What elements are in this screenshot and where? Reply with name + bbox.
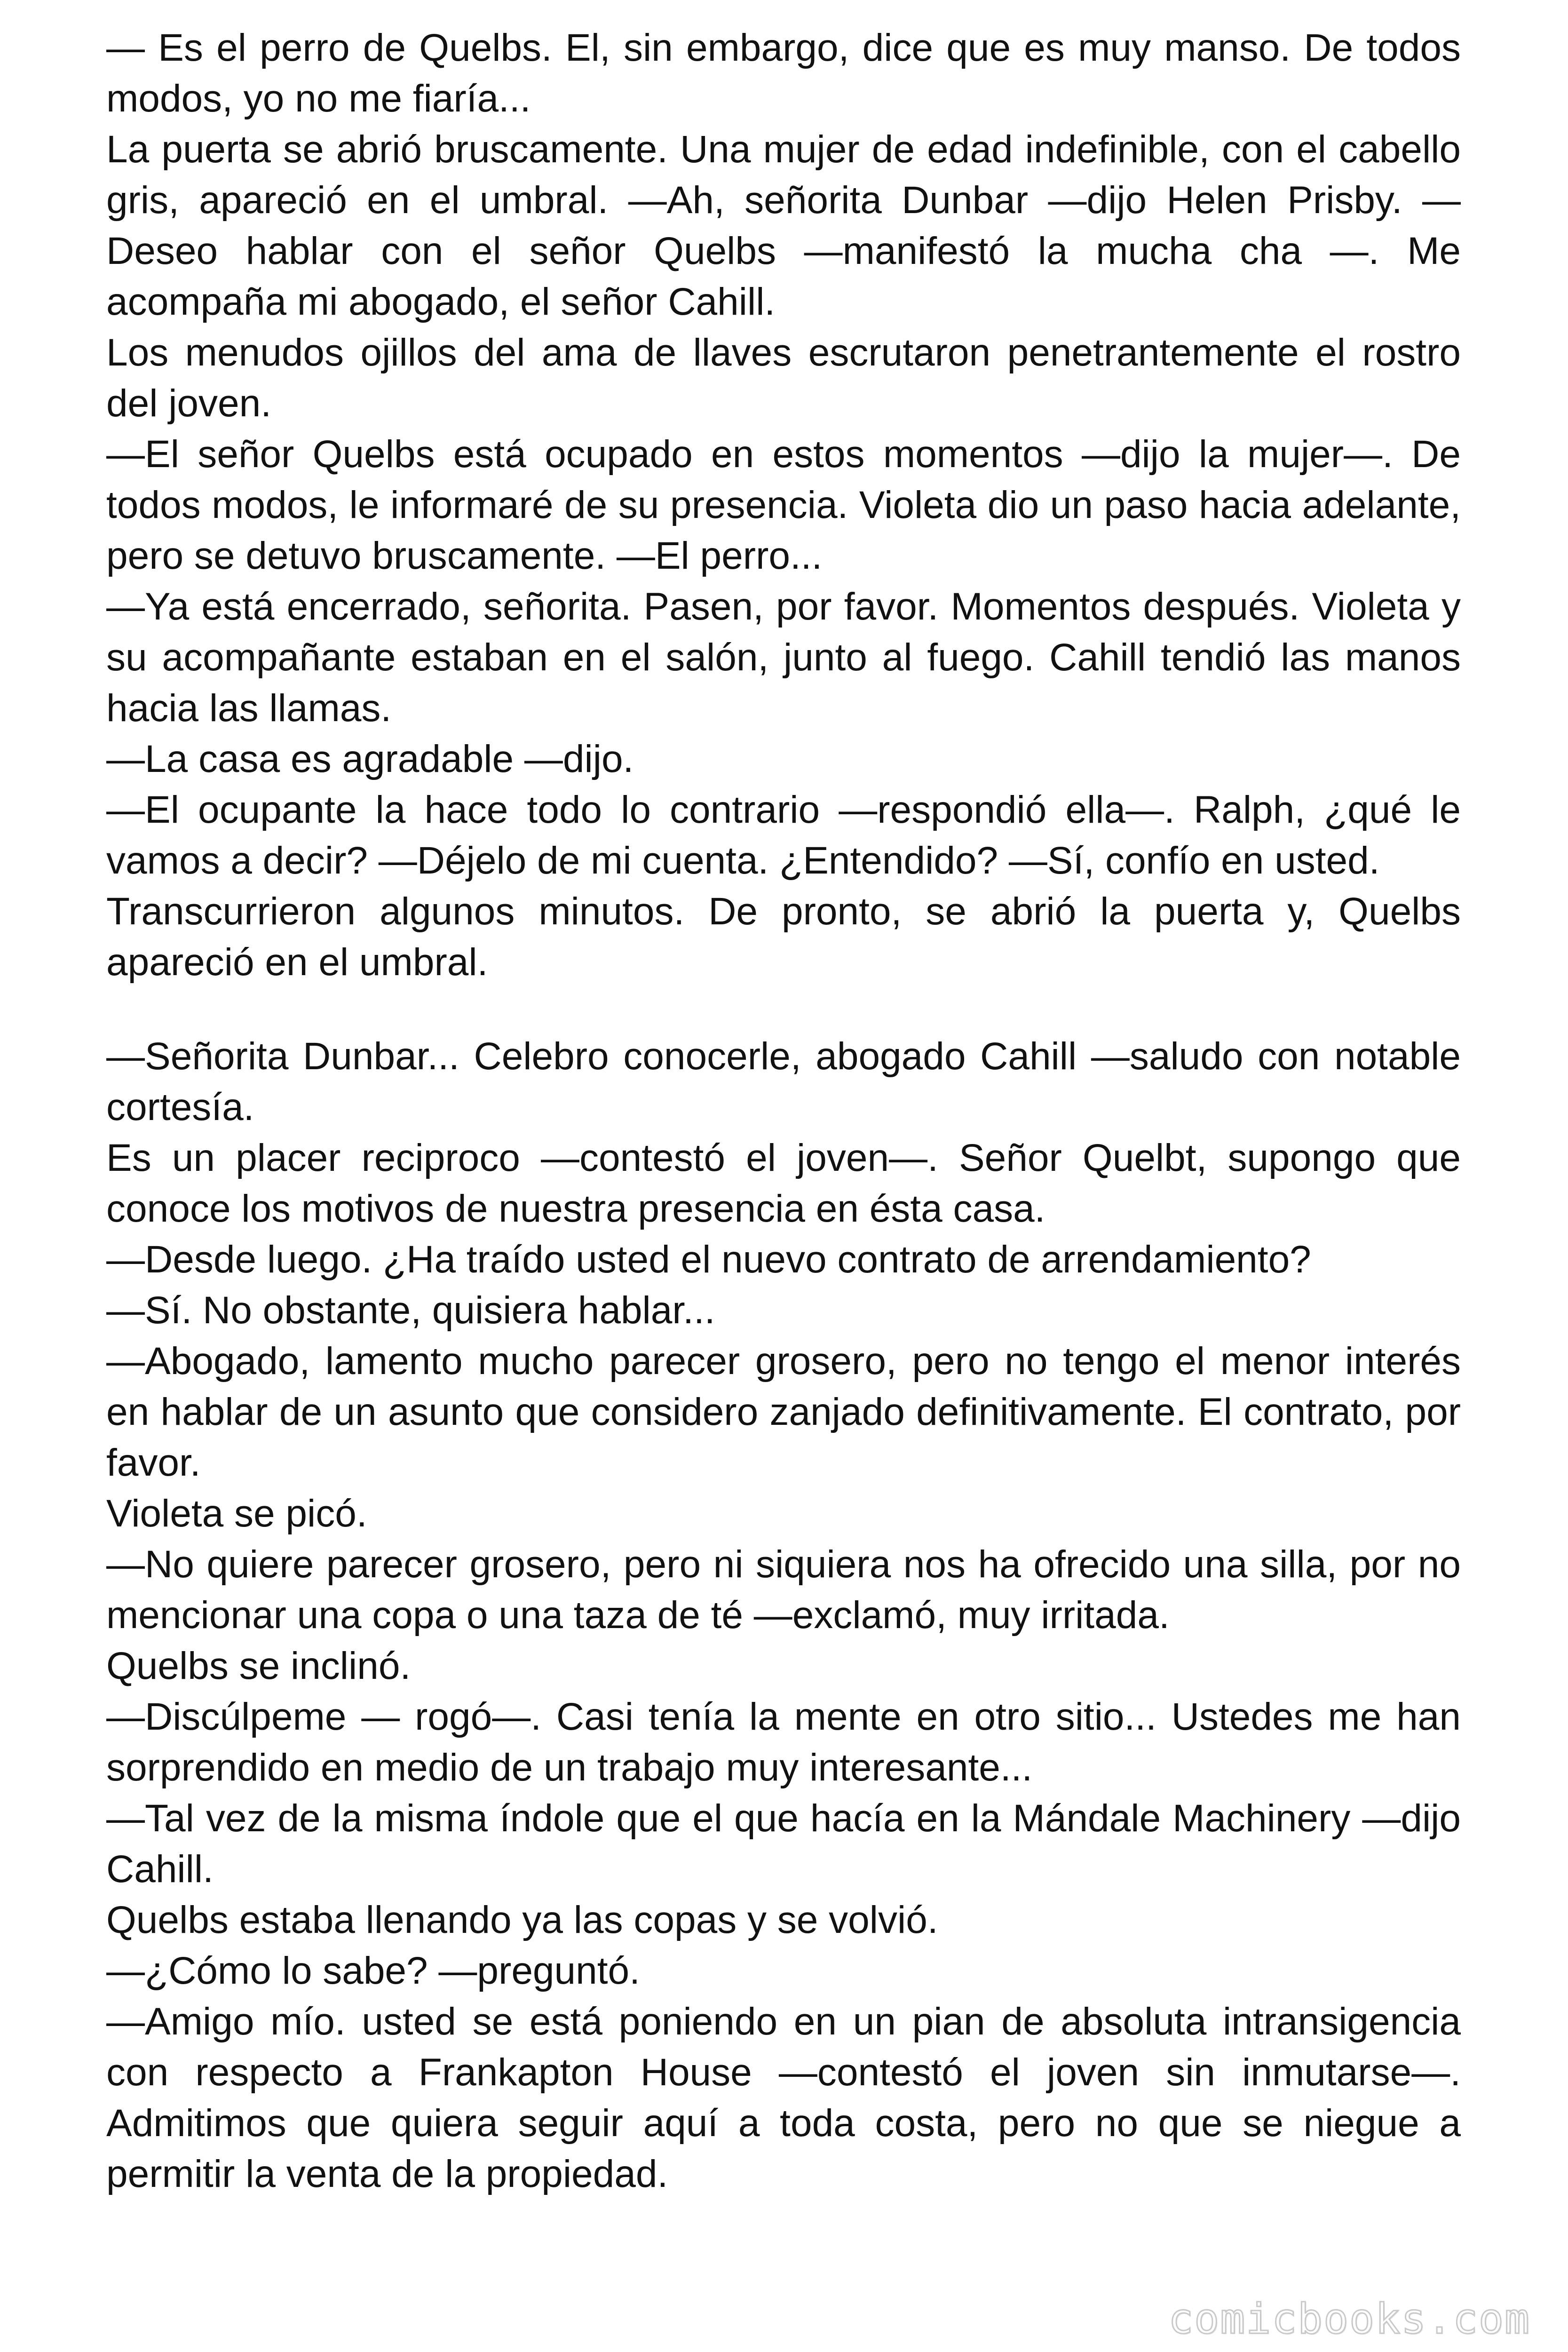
paragraph: —Discúlpeme — rogó—. Casi tenía la mente en otro sitio... Ustedes me han sorprendido en medio de un trabajo muy interesante... bbox=[106, 1695, 1461, 1789]
paragraph: La puerta se abrió bruscamente. Una mujer de edad indefinible, con el cabello gris, apareció en el umbral. —Ah, señorita Dunbar —dijo Helen Prisby. —Deseo hablar con el señor Quelbs —manifestó la mucha cha —. Me acompaña mi abogado, el señor Cahill. bbox=[106, 128, 1461, 323]
paragraph: —No quiere parecer grosero, pero ni siquiera nos ha ofrecido una silla, por no mencionar una copa o una taza de té —exclamó, muy irritada. bbox=[106, 1543, 1461, 1637]
page-body bbox=[106, 23, 1461, 2200]
paragraph: Quelbs se inclinó. bbox=[106, 1645, 411, 1687]
paragraph: —Abogado, lamento mucho parecer grosero, pero no tengo el menor interés en hablar de un asunto que considero zanjado definitivamente. El contrato, por favor. bbox=[106, 1340, 1461, 1484]
paragraph: Transcurrieron algunos minutos. De pronto, se abrió la puerta y, Quelbs apareció en el umbral. bbox=[106, 890, 1461, 984]
paragraph: — Es el perro de Quelbs. El, sin embargo, dice que es muy manso. De todos modos, yo no me fiaría... bbox=[106, 26, 1461, 120]
paragraph: —Ya está encerrado, señorita. Pasen, por favor. Momentos después. Violeta y su acompañante estaban en el salón, junto al fuego. Cahill tendió las manos hacia las llamas. bbox=[106, 585, 1461, 730]
paragraph: —La casa es agradable —dijo. bbox=[106, 738, 634, 780]
paragraph: Violeta se picó. bbox=[106, 1492, 367, 1535]
paragraph: Es un placer reciproco —contestó el joven—. Señor Quelbt, supongo que conoce los motivos de nuestra presencia en ésta casa. bbox=[106, 1136, 1461, 1230]
paragraph: Quelbs estaba llenando ya las copas y se volvió. bbox=[106, 1899, 938, 1941]
paragraph: —Tal vez de la misma índole que el que hacía en la Mándale Machinery —dijo Cahill. bbox=[106, 1797, 1461, 1891]
paragraph: —¿Cómo lo sabe? —preguntó. bbox=[106, 1949, 640, 1992]
paragraph: —Señorita Dunbar... Celebro conocerle, abogado Cahill —saludo con notable cortesía. bbox=[106, 1035, 1461, 1128]
paragraph: Los menudos ojillos del ama de llaves escrutaron penetrantemente el rostro del joven. bbox=[106, 331, 1461, 425]
paragraph: —El ocupante la hace todo lo contrario —respondió ella—. Ralph, ¿qué le vamos a decir? —Déjelo de mi cuenta. ¿Entendido? —Sí, confío en usted. bbox=[106, 788, 1461, 882]
paragraph: —El señor Quelbs está ocupado en estos momentos —dijo la mujer—. De todos modos, le informaré de su presencia. Violeta dio un paso hacia adelante, pero se detuvo bruscamente. —El perro... bbox=[106, 433, 1461, 577]
paragraph: —Sí. No obstante, quisiera hablar... bbox=[106, 1289, 715, 1332]
watermark: comicbooks.com bbox=[1168, 2295, 1530, 2343]
paragraph: —Desde luego. ¿Ha traído usted el nuevo contrato de arrendamiento? bbox=[106, 1238, 1311, 1281]
paragraph: —Amigo mío. usted se está poniendo en un pian de absoluta intransigencia con respecto a Frankapton House —contestó el joven sin inmutarse—. Admitimos que quiera seguir aquí a toda costa, pero no que se niegue a permitir la venta de la propiedad. bbox=[106, 2000, 1461, 2195]
